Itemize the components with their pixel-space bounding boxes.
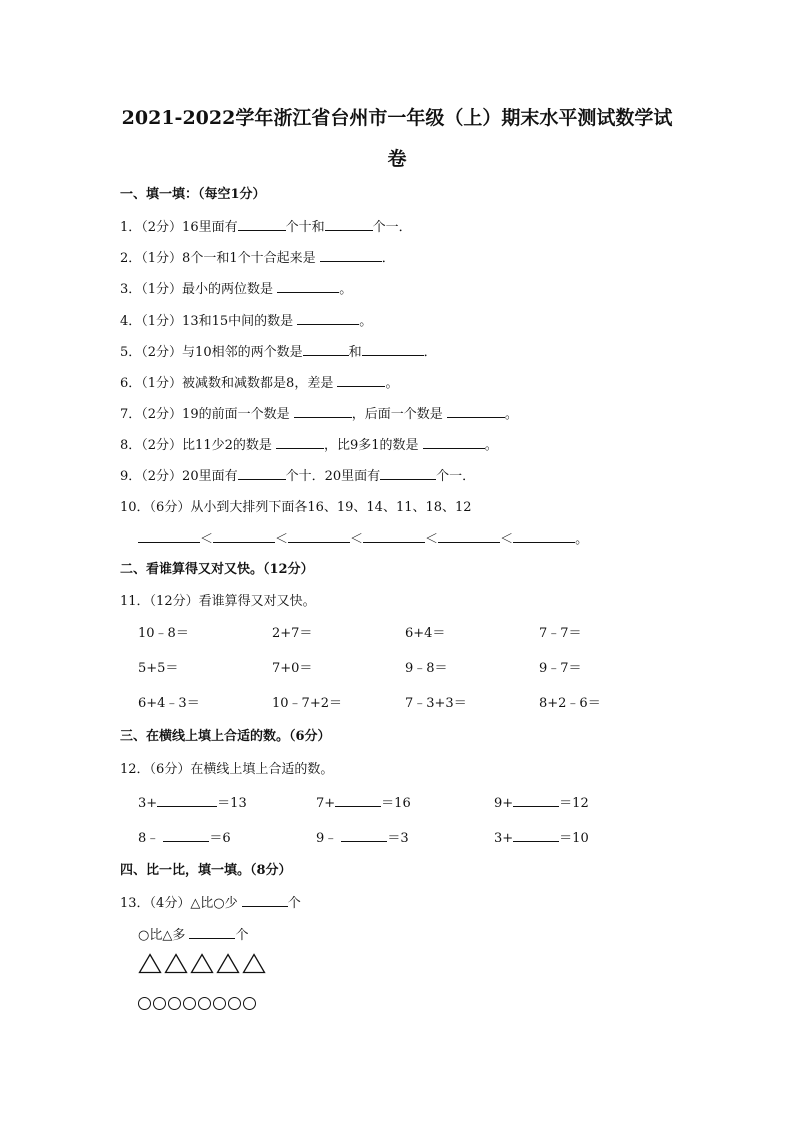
circle-icon <box>183 997 196 1010</box>
question-text: 4．（1分）13和15中间的数是 <box>120 314 294 329</box>
page-title-line1: 2021-2022学年浙江省台州市一年级（上）期末水平测试数学试 <box>121 107 673 129</box>
fill-item <box>138 794 247 813</box>
answer-blank[interactable] <box>380 467 436 480</box>
question-text: 。 <box>504 407 518 422</box>
answer-blank[interactable] <box>363 530 425 543</box>
triangle-icon <box>190 953 214 974</box>
fill-prefix: 9+ <box>494 796 514 811</box>
less-than-sign: ＜ <box>350 532 364 547</box>
question-text: 个十和 <box>285 220 325 235</box>
question-text: 和 <box>348 345 362 360</box>
question-6 <box>120 374 398 393</box>
answer-blank[interactable] <box>189 926 235 939</box>
answer-blank[interactable] <box>213 530 275 543</box>
question-text: 2．（1分）8个一和1个十合起来是 <box>120 251 316 266</box>
question-text: ． <box>423 345 437 360</box>
circle-icon <box>213 997 226 1010</box>
answer-blank[interactable] <box>325 218 373 231</box>
fill-item <box>494 794 589 813</box>
question-11: 11．（12分）看谁算得又对又快。 <box>120 594 316 609</box>
circle-icon <box>153 997 166 1010</box>
question-text: ○比△多 <box>138 928 186 943</box>
calc-item: 2+7＝ <box>272 626 313 641</box>
question-text: 7．（2分）19的前面一个数是 <box>120 407 290 422</box>
answer-blank[interactable] <box>276 436 324 449</box>
question-8 <box>120 436 498 455</box>
answer-blank[interactable] <box>238 467 286 480</box>
answer-blank[interactable] <box>277 280 339 293</box>
fill-suffix: ＝10 <box>559 831 589 846</box>
question-1 <box>120 218 412 237</box>
answer-blank[interactable] <box>335 794 381 807</box>
calc-item: 7﹣7＝ <box>539 626 582 641</box>
answer-blank[interactable] <box>362 343 424 356</box>
question-5 <box>120 343 437 362</box>
less-than-sign: ＜ <box>500 532 514 547</box>
fill-suffix: ＝13 <box>217 796 247 811</box>
answer-blank[interactable] <box>423 436 485 449</box>
less-than-sign: ＜ <box>425 532 439 547</box>
question-2 <box>120 249 395 268</box>
less-than-sign: ＜ <box>200 532 214 547</box>
question-text: 。 <box>575 532 589 547</box>
triangle-icon <box>138 953 162 974</box>
question-13-part2 <box>138 926 249 945</box>
fill-item <box>138 829 231 848</box>
question-text: 。 <box>359 314 373 329</box>
question-10-answer-line <box>138 530 588 549</box>
answer-blank[interactable] <box>320 249 382 262</box>
question-text: 1．（2分）16里面有 <box>120 220 238 235</box>
answer-blank[interactable] <box>438 530 500 543</box>
question-12: 12．（6分）在横线上填上合适的数。 <box>120 762 334 777</box>
answer-blank[interactable] <box>341 829 387 842</box>
question-10: 10．（6分）从小到大排列下面各16、19、14、11、18、12 <box>120 500 472 515</box>
question-text: 个十．20里面有 <box>285 469 381 484</box>
fill-prefix: 3+ <box>494 831 514 846</box>
question-text: 。 <box>385 376 399 391</box>
calc-item: 6+4＝ <box>405 626 446 641</box>
fill-suffix: ＝3 <box>387 831 409 846</box>
answer-blank[interactable] <box>294 405 352 418</box>
question-text: 5．（2分）与10相邻的两个数是 <box>120 345 303 360</box>
calc-item: 7﹣3+3＝ <box>405 696 467 711</box>
question-text: 3．（1分）最小的两位数是 <box>120 282 274 297</box>
fill-item <box>316 829 409 848</box>
answer-blank[interactable] <box>303 343 349 356</box>
less-than-sign: ＜ <box>275 532 289 547</box>
triangle-row <box>138 953 268 978</box>
section-heading-1: 一、填一填：（每空1分） <box>120 187 266 202</box>
question-text: 8．（2分）比11少2的数是 <box>120 438 272 453</box>
question-text: 。 <box>484 438 498 453</box>
triangle-icon <box>242 953 266 974</box>
answer-blank[interactable] <box>513 530 575 543</box>
answer-blank[interactable] <box>163 829 209 842</box>
question-text: 个一． <box>372 220 412 235</box>
question-4 <box>120 312 372 331</box>
answer-blank[interactable] <box>513 829 559 842</box>
fill-suffix: ＝6 <box>209 831 231 846</box>
question-9 <box>120 467 475 486</box>
circle-icon <box>198 997 211 1010</box>
triangle-icon <box>216 953 240 974</box>
circle-icon <box>168 997 181 1010</box>
calc-item: 6+4﹣3＝ <box>138 696 200 711</box>
question-text: 6．（1分）被减数和减数都是8，差是 <box>120 376 334 391</box>
fill-item <box>494 829 589 848</box>
answer-blank[interactable] <box>157 794 217 807</box>
section-heading-3: 三、在横线上填上合适的数。（6分） <box>120 729 331 744</box>
question-text: 。 <box>339 282 353 297</box>
answer-blank[interactable] <box>297 312 359 325</box>
circle-icon <box>138 997 151 1010</box>
calc-item: 10﹣8＝ <box>138 626 189 641</box>
answer-blank[interactable] <box>138 530 200 543</box>
question-7 <box>120 405 518 424</box>
question-text: 个 <box>235 928 249 943</box>
circle-icon <box>228 997 241 1010</box>
fill-prefix: 9﹣ <box>316 831 338 846</box>
answer-blank[interactable] <box>238 218 286 231</box>
calc-item: 9﹣8＝ <box>405 661 448 676</box>
answer-blank[interactable] <box>288 530 350 543</box>
answer-blank[interactable] <box>447 405 505 418</box>
answer-blank[interactable] <box>337 374 385 387</box>
fill-suffix: ＝12 <box>559 796 589 811</box>
fill-prefix: 8﹣ <box>138 831 160 846</box>
fill-prefix: 3+ <box>138 796 158 811</box>
calc-item: 5+5＝ <box>138 661 179 676</box>
triangle-icon <box>164 953 188 974</box>
page-title-line2: 卷 <box>387 148 407 170</box>
circle-icon <box>243 997 256 1010</box>
calc-item: 7+0＝ <box>272 661 313 676</box>
calc-item: 10﹣7+2＝ <box>272 696 342 711</box>
question-text: ，比9多1的数是 <box>324 438 419 453</box>
question-text: 9．（2分）20里面有 <box>120 469 238 484</box>
fill-prefix: 7+ <box>316 796 336 811</box>
question-text: 13．（4分）△比○少 <box>120 896 238 911</box>
question-text: ，后面一个数是 <box>351 407 443 422</box>
question-text: 个一． <box>436 469 476 484</box>
question-text: 个 <box>287 896 301 911</box>
fill-suffix: ＝16 <box>381 796 411 811</box>
answer-blank[interactable] <box>513 794 559 807</box>
question-text: ． <box>381 251 395 266</box>
fill-item <box>316 794 411 813</box>
section-heading-4: 四、比一比，填一填。（8分） <box>120 863 292 878</box>
answer-blank[interactable] <box>242 894 288 907</box>
question-3 <box>120 280 352 299</box>
section-heading-2: 二、看谁算得又对又快。（12分） <box>120 562 314 577</box>
question-13 <box>120 894 301 913</box>
calc-item: 8+2﹣6＝ <box>539 696 601 711</box>
calc-item: 9﹣7＝ <box>539 661 582 676</box>
circle-row <box>138 993 258 1012</box>
